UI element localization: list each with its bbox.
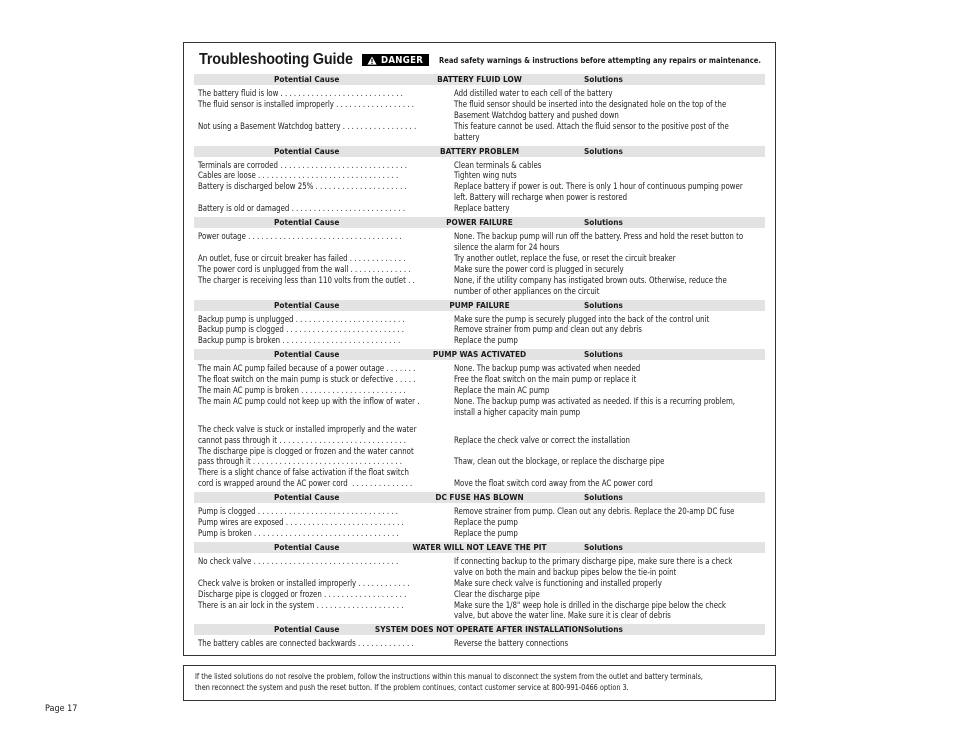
potential-cause: The main AC pump could not keep up with the inflow of water . [198, 395, 420, 406]
column-label-cause: Potential Cause [274, 541, 340, 552]
potential-cause: Power outage . . . . . . . . . . . . . . . . . . . . . . . . . . . . . . . . . . . [198, 231, 402, 242]
section-header [194, 349, 765, 360]
solution: Move the float switch cord away from the AC power cord [454, 478, 653, 489]
solution: Replace the check valve or correct the installation [454, 434, 630, 445]
table-row [194, 324, 765, 335]
solution: The fluid sensor should be inserted into the designated hole on the top of the Basement Watchdog battery and pushed down [454, 98, 727, 120]
potential-cause: The charger is receiving less than 110 volts from the outlet . . [198, 274, 415, 285]
guide-header [199, 49, 765, 71]
troubleshooting-table [194, 74, 765, 652]
table-row [194, 88, 765, 99]
column-label-solutions: Solutions [584, 349, 623, 360]
column-label-cause: Potential Cause [274, 217, 340, 228]
section-title: DC FUSE HAS BLOWN [435, 492, 524, 503]
solution: Tighten wing nuts [454, 170, 517, 181]
table-row [194, 374, 765, 385]
potential-cause: The main AC pump is broken . . . . . . . . . . . . . . . . . . . . . . . . [198, 385, 406, 396]
column-label-cause: Potential Cause [274, 74, 340, 84]
footer-note-line: then reconnect the system and push the reset button. If the problem continues, contact customer service at 800-991-0466 option 3. [195, 683, 629, 692]
solution: Make sure the power cord is plugged in securely [454, 263, 624, 274]
solution: Make sure check valve is functioning and installed properly [454, 577, 662, 588]
solution: Remove strainer from pump and clean out any debris [454, 324, 642, 335]
section-header [194, 146, 765, 157]
potential-cause: Backup pump is unplugged . . . . . . . . . . . . . . . . . . . . . . . . . [198, 313, 405, 324]
table-row [194, 363, 765, 374]
section-header [194, 74, 765, 85]
table-row [194, 600, 765, 622]
solution: Replace battery [454, 203, 510, 214]
solution: Thaw, clean out the blockage, or replace the discharge pipe [454, 456, 665, 467]
potential-cause: Terminals are corroded . . . . . . . . . . . . . . . . . . . . . . . . . . . . . [198, 159, 408, 170]
table-row [194, 517, 765, 528]
table-row [194, 121, 765, 143]
section-title: PUMP FAILURE [449, 299, 510, 310]
column-label-solutions: Solutions [584, 541, 623, 552]
column-label-cause: Potential Cause [274, 624, 340, 635]
warning-triangle-icon [367, 56, 377, 65]
column-label-solutions: Solutions [584, 492, 623, 503]
solution: Remove strainer from pump. Clean out any debris. Replace the 20-amp DC fuse [454, 506, 735, 517]
column-label-solutions: Solutions [584, 145, 623, 156]
potential-cause: The discharge pipe is clogged or frozen and the water cannot pass through it . . . . . . . . . . . . . . . . . . . . . . . . . . . . . . . . . . [198, 445, 414, 467]
troubleshooting-panel [183, 42, 776, 656]
solution: Replace battery if power is out. There is only 1 hour of continuous pumping power left. Battery will recharge when power is restored [454, 181, 743, 203]
solution: This feature cannot be used. Attach the fluid sensor to the positive post of the battery [454, 120, 729, 142]
solution: Clear the discharge pipe [454, 588, 540, 599]
potential-cause: Pump is clogged . . . . . . . . . . . . . . . . . . . . . . . . . . . . . . . . [198, 506, 398, 517]
footer-note [183, 665, 776, 701]
solution: Make sure the 1/8" weep hole is drilled in the discharge pipe below the check valve, but above the water line. Make sure it is clear of debris [454, 599, 726, 621]
potential-cause: The fluid sensor is installed improperly . . . . . . . . . . . . . . . . . . [198, 98, 415, 109]
table-row [194, 578, 765, 589]
section-title: BATTERY FLUID LOW [437, 74, 522, 84]
solution: Replace the pump [454, 335, 518, 346]
solution: None. The backup pump was activated as needed. If this is a recurring problem, install a higher capacity main pump [454, 395, 736, 417]
table-row [194, 203, 765, 214]
solution: Make sure the pump is securely plugged into the back of the control unit [454, 313, 710, 324]
danger-badge [362, 54, 429, 66]
potential-cause: There is an air lock in the system . . . . . . . . . . . . . . . . . . . . [198, 599, 404, 610]
safety-note: Read safety warnings & instructions before attempting any repairs or maintenance. [439, 55, 762, 65]
section-rows [194, 635, 765, 652]
table-row [194, 275, 765, 297]
page-number: Page 17 [45, 704, 78, 714]
footer-note-line: If the listed solutions do not resolve the problem, follow the instructions within this manual to disconnect the system from the outlet and battery terminals, [195, 672, 703, 681]
table-row [194, 231, 765, 253]
section-rows [194, 360, 765, 492]
section-title: PUMP WAS ACTIVATED [432, 349, 527, 360]
section-title: SYSTEM DOES NOT OPERATE AFTER INSTALLATION [374, 624, 585, 635]
potential-cause: Not using a Basement Watchdog battery . . . . . . . . . . . . . . . . . [198, 120, 417, 131]
section-title: WATER WILL NOT LEAVE THE PIT [412, 541, 547, 552]
solution: Replace the main AC pump [454, 385, 550, 396]
section-title: POWER FAILURE [446, 217, 513, 228]
danger-label: DANGER [381, 54, 424, 66]
potential-cause: Backup pump is clogged . . . . . . . . . . . . . . . . . . . . . . . . . . . [198, 324, 404, 335]
table-row [194, 170, 765, 181]
table-row [194, 424, 765, 446]
column-label-cause: Potential Cause [274, 492, 340, 503]
solution: Replace the pump [454, 517, 518, 528]
solution: Replace the pump [454, 528, 518, 538]
solution: Free the float switch on the main pump or replace it [454, 374, 637, 385]
table-row [194, 181, 765, 203]
section-rows [194, 553, 765, 624]
table-row [194, 467, 765, 489]
potential-cause: Pump wires are exposed . . . . . . . . . . . . . . . . . . . . . . . . . . . [198, 517, 404, 528]
solution: Reverse the battery connections [454, 638, 569, 649]
potential-cause: There is a slight chance of false activation if the float switch cord is wrapped around the AC power cord . . . . . . . . . . . . . . [198, 467, 413, 489]
section-rows [194, 228, 765, 299]
column-label-cause: Potential Cause [274, 299, 340, 310]
table-row [194, 385, 765, 396]
potential-cause: The main AC pump failed because of a power outage . . . . . . . [198, 363, 416, 374]
page-title: Troubleshooting Guide [199, 51, 353, 68]
potential-cause: The battery cables are connected backwards . . . . . . . . . . . . . [198, 638, 414, 649]
potential-cause: Check valve is broken or installed improperly . . . . . . . . . . . . [198, 577, 410, 588]
solution: None, if the utility company has instigated brown outs. Otherwise, reduce the number of other appliances on the circuit [454, 274, 727, 296]
column-label-solutions: Solutions [584, 299, 623, 310]
section-rows [194, 85, 765, 146]
section-title: BATTERY PROBLEM [439, 145, 520, 156]
section-rows [194, 157, 765, 218]
section-rows [194, 311, 765, 350]
potential-cause: Battery is discharged below 25% . . . . . . . . . . . . . . . . . . . . . [198, 181, 407, 192]
potential-cause: The float switch on the main pump is stuck or defective . . . . . [198, 374, 416, 385]
section-header [194, 542, 765, 553]
potential-cause: No check valve . . . . . . . . . . . . . . . . . . . . . . . . . . . . . . . . . [198, 555, 399, 566]
table-row [194, 264, 765, 275]
section-header [194, 300, 765, 311]
potential-cause: Pump is broken . . . . . . . . . . . . . . . . . . . . . . . . . . . . . . . . . [198, 528, 399, 538]
solution: None. The backup pump will run off the battery. Press and hold the reset button to silence the alarm for 24 hours [454, 231, 744, 252]
solution: If connecting backup to the primary discharge pipe, make sure there is a check valve on both the main and backup pipes below the tie-in point [454, 555, 733, 577]
section-header [194, 217, 765, 228]
solution: Add distilled water to each cell of the battery [454, 88, 613, 98]
table-row [194, 99, 765, 121]
column-label-cause: Potential Cause [274, 145, 340, 156]
column-label-solutions: Solutions [584, 74, 623, 84]
potential-cause: Backup pump is broken . . . . . . . . . . . . . . . . . . . . . . . . . . . [198, 335, 401, 346]
section-header [194, 624, 765, 635]
table-row [194, 556, 765, 578]
table-row [194, 446, 765, 468]
potential-cause: Battery is old or damaged . . . . . . . . . . . . . . . . . . . . . . . . . . [198, 203, 406, 214]
section-rows [194, 503, 765, 542]
section-header [194, 492, 765, 503]
column-label-cause: Potential Cause [274, 349, 340, 360]
potential-cause: Discharge pipe is clogged or frozen . . . . . . . . . . . . . . . . . . . [198, 588, 407, 599]
potential-cause: The power cord is unplugged from the wall . . . . . . . . . . . . . . [198, 263, 411, 274]
table-row [194, 335, 765, 346]
table-row [194, 396, 765, 418]
potential-cause: An outlet, fuse or circuit breaker has failed . . . . . . . . . . . . . [198, 252, 406, 263]
table-row [194, 253, 765, 264]
table-row [194, 314, 765, 325]
table-row [194, 528, 765, 539]
potential-cause: The check valve is stuck or installed improperly and the water cannot pass through it . . . . . . . . . . . . . . . . . . . . . . . . . . . . . [198, 423, 417, 445]
table-row [194, 638, 765, 649]
column-label-solutions: Solutions [584, 217, 623, 228]
potential-cause: The battery fluid is low . . . . . . . . . . . . . . . . . . . . . . . . . . . . [198, 88, 403, 98]
table-row [194, 506, 765, 517]
potential-cause: Cables are loose . . . . . . . . . . . . . . . . . . . . . . . . . . . . . . . . [198, 170, 399, 181]
solution: Clean terminals & cables [454, 159, 542, 170]
solution: None. The backup pump was activated when needed [454, 363, 641, 374]
table-row [194, 589, 765, 600]
column-label-solutions: Solutions [584, 624, 623, 635]
solution: Try another outlet, replace the fuse, or reset the circuit breaker [454, 252, 676, 263]
table-row [194, 160, 765, 171]
